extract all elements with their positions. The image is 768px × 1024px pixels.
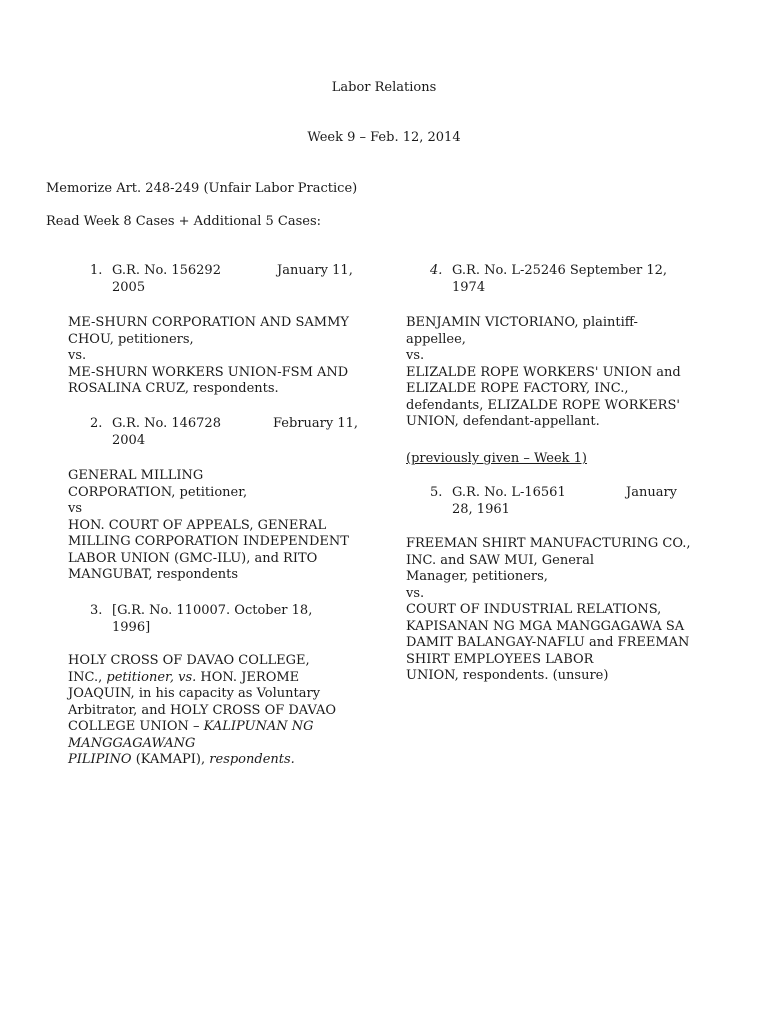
party-line: JOAQUIN, in his capacity as Voluntary — [68, 686, 321, 701]
case-date: February 11, — [273, 416, 359, 431]
party-line: vs — [68, 501, 83, 516]
party-line: ROSALINA CRUZ, respondents. — [68, 381, 279, 396]
party-text: INC., — [68, 669, 107, 685]
party-line: CHOU, petitioners, — [68, 331, 194, 347]
case-date-year: 2004 — [112, 433, 146, 448]
party-text: COLLEGE UNION – — [68, 719, 204, 734]
case-gr-number: [G.R. No. 110007. October 18, — [112, 603, 313, 618]
case-gr-number: G.R. No. L-16561 — [452, 485, 566, 500]
party-name-italic: PILIPINO — [68, 752, 132, 767]
party-line: LABOR UNION (GMC-ILU), and RITO — [68, 550, 318, 566]
party-line: FREEMAN SHIRT MANUFACTURING CO., — [406, 536, 691, 551]
party-line: INC. and SAW MUI, General — [406, 552, 595, 568]
party-line: CORPORATION, petitioner, — [68, 484, 248, 500]
party-line: DAMIT BALANGAY-NAFLU and FREEMAN — [406, 635, 690, 650]
case-date: January 11, — [277, 263, 353, 278]
party-name-italic: KALIPUNAN NG — [203, 719, 314, 734]
document-week: Week 9 – Feb. 12, 2014 — [307, 130, 461, 145]
case-gr-number: G.R. No. L-25246 September 12, — [452, 263, 668, 278]
party-line: Manager, petitioners, — [406, 569, 548, 584]
case-date: January — [626, 485, 678, 500]
case-gr-number: G.R. No. 146728 — [112, 416, 221, 431]
party-line: UNION, respondents. (unsure) — [406, 668, 609, 683]
case-gr-number: G.R. No. 156292 — [112, 263, 221, 278]
party-line: UNION, defendant-appellant. — [406, 414, 600, 429]
party-line — [68, 670, 368, 687]
party-line: HOLY CROSS OF DAVAO COLLEGE, — [68, 653, 310, 668]
party-line: KAPISANAN NG MGA MANGGAGAWA SA — [406, 618, 685, 634]
case-date-year: 2005 — [112, 280, 146, 295]
party-line: HON. COURT OF APPEALS, GENERAL — [68, 517, 327, 533]
case-3-parties — [68, 653, 368, 769]
party-line: SHIRT EMPLOYEES LABOR — [406, 651, 594, 667]
party-line — [68, 752, 368, 769]
party-line: ELIZALDE ROPE WORKERS' UNION and — [406, 364, 681, 380]
party-line: MILLING CORPORATION INDEPENDENT — [68, 534, 349, 549]
case-number: 5. — [430, 485, 443, 500]
case-5-parties — [406, 536, 706, 685]
case-2-parties — [68, 468, 368, 584]
party-line: vs. — [406, 585, 425, 601]
case-4-note: (previously given – Week 1) — [406, 451, 588, 466]
case-number: 2. — [90, 416, 103, 431]
read-instruction: Read Week 8 Cases + Additional 5 Cases: — [46, 214, 322, 229]
party-line: vs. — [406, 348, 425, 363]
memorize-instruction: Memorize Art. 248-249 (Unfair Labor Practice) — [46, 181, 358, 196]
party-line: BENJAMIN VICTORIANO, plaintiff- — [406, 315, 638, 330]
case-date-year: 1996] — [112, 620, 151, 635]
case-number: 4. — [430, 263, 443, 278]
party-name-italic: MANGGAGAWANG — [68, 735, 196, 751]
party-line: ELIZALDE ROPE FACTORY, INC., — [406, 381, 629, 396]
party-line: MANGUBAT, respondents — [68, 567, 239, 582]
case-number: 3. — [90, 603, 103, 618]
party-line: COURT OF INDUSTRIAL RELATIONS, — [406, 602, 662, 617]
party-text: (KAMAPI), — [131, 752, 210, 767]
case-4-parties — [406, 315, 706, 431]
party-line: vs. — [68, 348, 87, 363]
party-text: HON. JEROME — [196, 669, 300, 685]
party-line: Arbitrator, and HOLY CROSS OF DAVAO — [68, 702, 337, 718]
party-role-italic: petitioner, vs. — [106, 669, 197, 685]
case-number: 1. — [90, 263, 103, 278]
party-line: appellee, — [406, 331, 466, 347]
case-date-year: 28, 1961 — [452, 502, 510, 517]
party-line: ME-SHURN WORKERS UNION-FSM AND — [68, 364, 349, 380]
party-line: ME-SHURN CORPORATION AND SAMMY — [68, 315, 349, 330]
party-line: GENERAL MILLING — [68, 468, 204, 483]
party-line — [68, 719, 368, 736]
party-role-italic: respondents. — [209, 752, 295, 767]
document-title: Labor Relations — [331, 80, 437, 95]
party-line: defendants, ELIZALDE ROPE WORKERS' — [406, 397, 680, 413]
case-1-parties — [68, 315, 368, 398]
case-date-year: 1974 — [452, 280, 486, 295]
